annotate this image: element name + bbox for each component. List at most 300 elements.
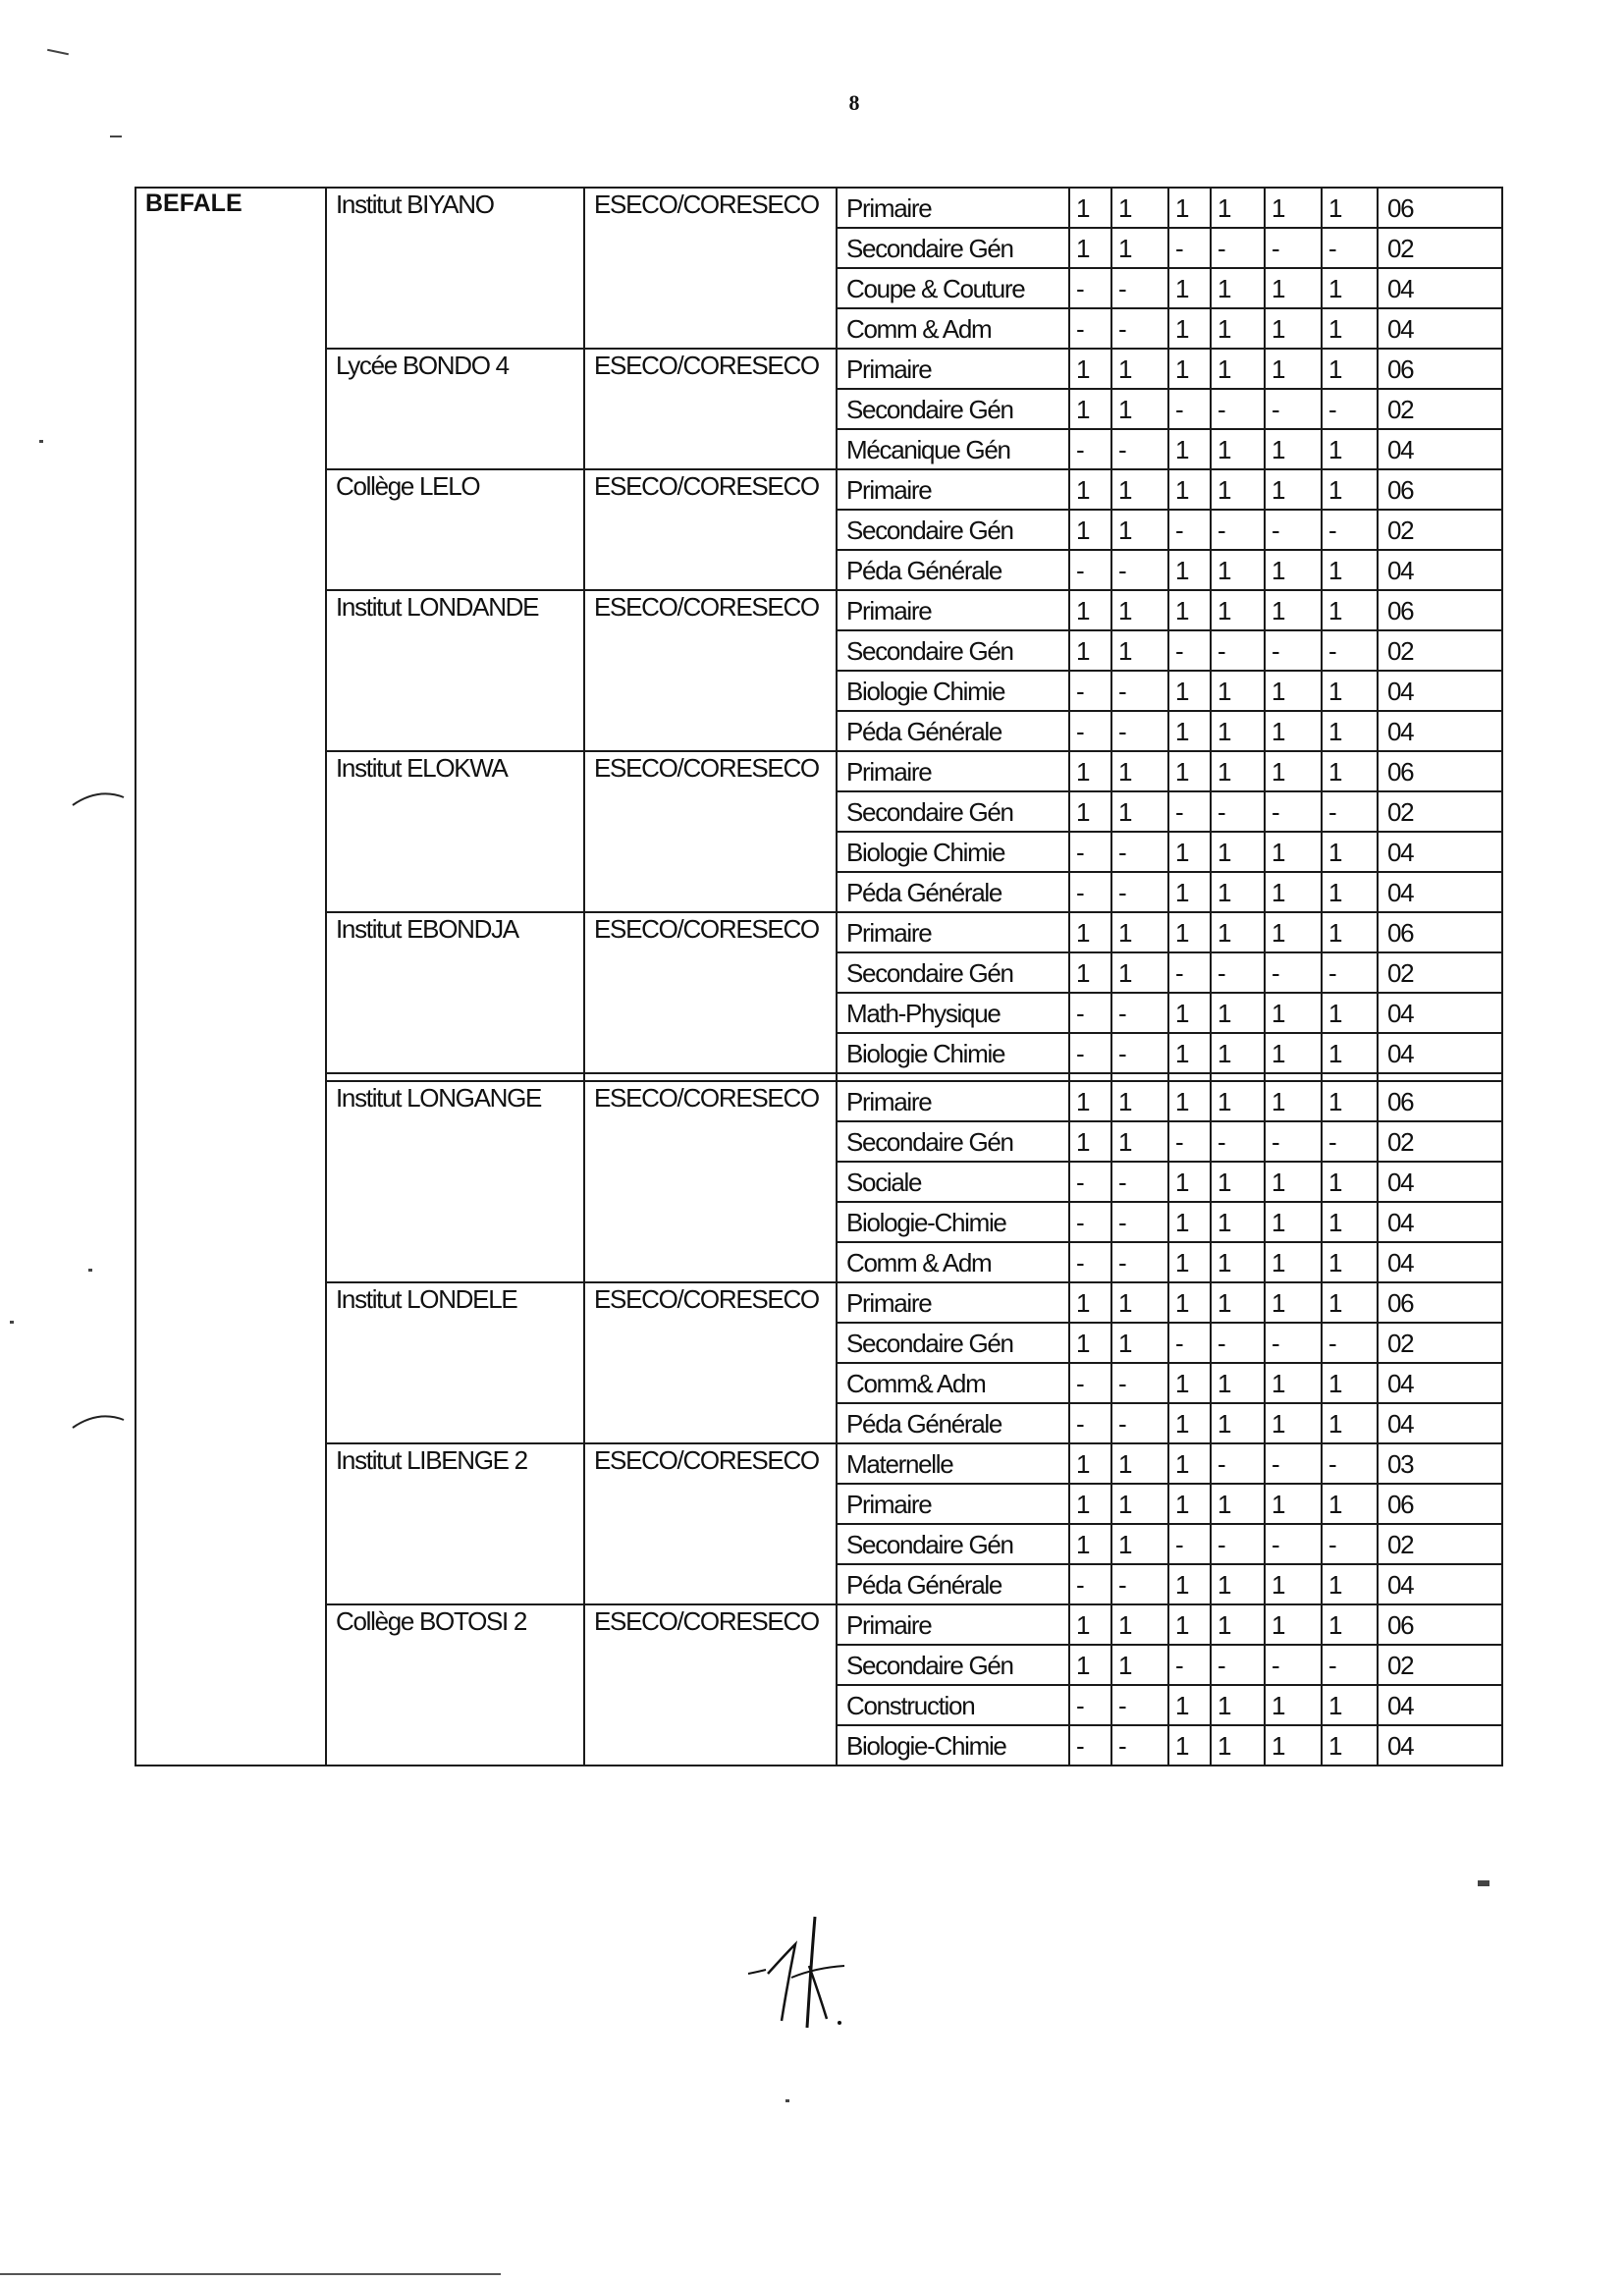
class-count-cell: - <box>1069 268 1111 308</box>
class-count-cell: 1 <box>1168 1162 1211 1202</box>
class-count-cell: - <box>1211 952 1265 993</box>
class-count-cell: - <box>1069 1685 1111 1725</box>
total-cell: 06 <box>1378 912 1502 952</box>
class-count-cell: - <box>1069 308 1111 349</box>
class-count-cell: - <box>1168 228 1211 268</box>
total-cell: 04 <box>1378 872 1502 912</box>
class-count-cell: 1 <box>1211 993 1265 1033</box>
class-count-cell: 1 <box>1168 1564 1211 1604</box>
class-count-cell: 1 <box>1322 1604 1378 1645</box>
class-count-cell: - <box>1069 711 1111 751</box>
total-cell: 02 <box>1378 952 1502 993</box>
option-cell: Secondaire Gén <box>837 630 1069 671</box>
class-count-cell: - <box>1111 711 1168 751</box>
spacer-cell <box>1069 1073 1111 1081</box>
class-count-cell: - <box>1168 1121 1211 1162</box>
class-count-cell: 1 <box>1265 912 1322 952</box>
class-count-cell: 1 <box>1322 1081 1378 1121</box>
class-count-cell: 1 <box>1322 832 1378 872</box>
class-count-cell: 1 <box>1322 429 1378 469</box>
class-count-cell: - <box>1111 1202 1168 1242</box>
scan-mark <box>47 49 69 56</box>
class-count-cell: - <box>1211 510 1265 550</box>
scan-mark <box>88 1269 92 1272</box>
regime-cell: ESECO/CORESECO <box>584 1604 837 1766</box>
total-cell: 02 <box>1378 630 1502 671</box>
total-cell: 04 <box>1378 550 1502 590</box>
total-cell: 02 <box>1378 1121 1502 1162</box>
class-count-cell: - <box>1322 630 1378 671</box>
class-count-cell: - <box>1111 550 1168 590</box>
class-count-cell: 1 <box>1111 952 1168 993</box>
option-cell: Secondaire Gén <box>837 952 1069 993</box>
class-count-cell: - <box>1069 832 1111 872</box>
class-count-cell: 1 <box>1265 1202 1322 1242</box>
scan-mark <box>39 440 43 443</box>
school-name-cell: Institut BIYANO <box>326 188 584 349</box>
class-count-cell: 1 <box>1265 1282 1322 1323</box>
total-cell: 04 <box>1378 268 1502 308</box>
class-count-cell: 1 <box>1168 1685 1211 1725</box>
class-count-cell: 1 <box>1211 671 1265 711</box>
class-count-cell: 1 <box>1211 268 1265 308</box>
class-count-cell: - <box>1168 1524 1211 1564</box>
class-count-cell: - <box>1111 429 1168 469</box>
class-count-cell: 1 <box>1211 590 1265 630</box>
class-count-cell: 1 <box>1111 1524 1168 1564</box>
option-cell: Secondaire Gén <box>837 1645 1069 1685</box>
spacer-cell <box>584 1073 837 1081</box>
class-count-cell: - <box>1211 389 1265 429</box>
class-count-cell: - <box>1211 1524 1265 1564</box>
class-count-cell: 1 <box>1168 268 1211 308</box>
class-count-cell: 1 <box>1265 590 1322 630</box>
class-count-cell: - <box>1069 1202 1111 1242</box>
total-cell: 04 <box>1378 1162 1502 1202</box>
total-cell: 06 <box>1378 751 1502 791</box>
class-count-cell: 1 <box>1211 832 1265 872</box>
class-count-cell: 1 <box>1069 791 1111 832</box>
option-cell: Comm & Adm <box>837 308 1069 349</box>
class-count-cell: - <box>1211 630 1265 671</box>
class-count-cell: 1 <box>1168 308 1211 349</box>
class-count-cell: 1 <box>1265 872 1322 912</box>
class-count-cell: - <box>1322 389 1378 429</box>
table-row <box>135 1081 1502 1121</box>
option-cell: Secondaire Gén <box>837 510 1069 550</box>
class-count-cell: - <box>1069 1162 1111 1202</box>
class-count-cell: - <box>1322 952 1378 993</box>
class-count-cell: 1 <box>1168 1403 1211 1443</box>
regime-cell: ESECO/CORESECO <box>584 751 837 912</box>
class-count-cell: - <box>1322 1121 1378 1162</box>
regime-cell: ESECO/CORESECO <box>584 469 837 590</box>
scan-mark <box>110 136 122 137</box>
total-cell: 04 <box>1378 993 1502 1033</box>
class-count-cell: - <box>1069 429 1111 469</box>
regime-cell: ESECO/CORESECO <box>584 912 837 1073</box>
class-count-cell: - <box>1111 1242 1168 1282</box>
regime-cell: ESECO/CORESECO <box>584 1282 837 1443</box>
option-cell: Maternelle <box>837 1443 1069 1484</box>
class-count-cell: - <box>1211 1323 1265 1363</box>
spacer-cell <box>326 1073 584 1081</box>
class-count-cell: 1 <box>1322 268 1378 308</box>
class-count-cell: 1 <box>1265 469 1322 510</box>
regime-cell: ESECO/CORESECO <box>584 188 837 349</box>
class-count-cell: - <box>1111 1685 1168 1725</box>
class-count-cell: 1 <box>1322 1403 1378 1443</box>
class-count-cell: 1 <box>1069 1282 1111 1323</box>
total-cell: 02 <box>1378 791 1502 832</box>
option-cell: Primaire <box>837 1081 1069 1121</box>
class-count-cell: 1 <box>1168 1242 1211 1282</box>
class-count-cell: 1 <box>1265 711 1322 751</box>
spacer-cell <box>1378 1073 1502 1081</box>
class-count-cell: - <box>1111 1363 1168 1403</box>
class-count-cell: 1 <box>1069 349 1111 389</box>
class-count-cell: 1 <box>1265 1081 1322 1121</box>
class-count-cell: 1 <box>1168 1081 1211 1121</box>
class-count-cell: 1 <box>1211 751 1265 791</box>
option-cell: Primaire <box>837 188 1069 228</box>
scan-mark <box>10 1321 14 1324</box>
class-count-cell: 1 <box>1265 308 1322 349</box>
class-count-cell: 1 <box>1322 671 1378 711</box>
class-count-cell: 1 <box>1069 228 1111 268</box>
class-count-cell: 1 <box>1069 952 1111 993</box>
scan-mark <box>785 2099 789 2102</box>
class-count-cell: 1 <box>1211 1685 1265 1725</box>
class-count-cell: 1 <box>1322 1282 1378 1323</box>
class-count-cell: 1 <box>1322 1162 1378 1202</box>
class-count-cell: 1 <box>1265 832 1322 872</box>
total-cell: 04 <box>1378 1202 1502 1242</box>
row-spacer <box>135 1073 1502 1081</box>
option-cell: Péda Générale <box>837 872 1069 912</box>
option-cell: Primaire <box>837 1604 1069 1645</box>
class-count-cell: 1 <box>1168 188 1211 228</box>
option-cell: Mécanique Gén <box>837 429 1069 469</box>
option-cell: Primaire <box>837 751 1069 791</box>
class-count-cell: 1 <box>1322 1685 1378 1725</box>
class-count-cell: 1 <box>1211 1604 1265 1645</box>
class-count-cell: - <box>1265 1645 1322 1685</box>
class-count-cell: 1 <box>1265 349 1322 389</box>
class-count-cell: - <box>1211 1443 1265 1484</box>
school-name-cell: Collège BOTOSI 2 <box>326 1604 584 1766</box>
class-count-cell: 1 <box>1211 308 1265 349</box>
class-count-cell: 1 <box>1069 1081 1111 1121</box>
class-count-cell: 1 <box>1069 1524 1111 1564</box>
school-name-cell: Institut LONDANDE <box>326 590 584 751</box>
class-count-cell: 1 <box>1111 630 1168 671</box>
class-count-cell: 1 <box>1211 872 1265 912</box>
total-cell: 04 <box>1378 1725 1502 1766</box>
class-count-cell: 1 <box>1168 751 1211 791</box>
class-count-cell: 1 <box>1211 1363 1265 1403</box>
class-count-cell: 1 <box>1265 1242 1322 1282</box>
class-count-cell: 1 <box>1069 630 1111 671</box>
class-count-cell: - <box>1111 1033 1168 1073</box>
table-row <box>135 349 1502 389</box>
class-count-cell: 1 <box>1069 188 1111 228</box>
class-count-cell: 1 <box>1168 590 1211 630</box>
total-cell: 04 <box>1378 1242 1502 1282</box>
class-count-cell: 1 <box>1168 832 1211 872</box>
class-count-cell: 1 <box>1069 912 1111 952</box>
class-count-cell: - <box>1265 630 1322 671</box>
class-count-cell: - <box>1168 1323 1211 1363</box>
class-count-cell: 1 <box>1111 1443 1168 1484</box>
class-count-cell: - <box>1265 1121 1322 1162</box>
option-cell: Primaire <box>837 469 1069 510</box>
option-cell: Sociale <box>837 1162 1069 1202</box>
class-count-cell: 1 <box>1111 349 1168 389</box>
class-count-cell: 1 <box>1069 590 1111 630</box>
option-cell: Construction <box>837 1685 1069 1725</box>
class-count-cell: - <box>1069 993 1111 1033</box>
margin-mark <box>69 784 128 813</box>
class-count-cell: - <box>1322 1323 1378 1363</box>
class-count-cell: - <box>1069 1363 1111 1403</box>
class-count-cell: 1 <box>1069 1443 1111 1484</box>
option-cell: Coupe & Couture <box>837 268 1069 308</box>
class-count-cell: 1 <box>1111 228 1168 268</box>
class-count-cell: - <box>1168 630 1211 671</box>
regime-cell: ESECO/CORESECO <box>584 1081 837 1282</box>
class-count-cell: 1 <box>1168 1484 1211 1524</box>
class-count-cell: 1 <box>1265 1033 1322 1073</box>
class-count-cell: - <box>1111 671 1168 711</box>
class-count-cell: 1 <box>1265 1162 1322 1202</box>
class-count-cell: - <box>1168 791 1211 832</box>
class-count-cell: 1 <box>1211 1484 1265 1524</box>
class-count-cell: 1 <box>1265 1604 1322 1645</box>
option-cell: Secondaire Gén <box>837 791 1069 832</box>
total-cell: 06 <box>1378 1282 1502 1323</box>
class-count-cell: 1 <box>1322 993 1378 1033</box>
class-count-cell: - <box>1322 791 1378 832</box>
class-count-cell: 1 <box>1322 1484 1378 1524</box>
class-count-cell: 1 <box>1069 510 1111 550</box>
class-count-cell: 1 <box>1211 349 1265 389</box>
class-count-cell: - <box>1265 952 1322 993</box>
class-count-cell: - <box>1111 1162 1168 1202</box>
option-cell: Péda Générale <box>837 550 1069 590</box>
class-count-cell: 1 <box>1265 268 1322 308</box>
option-cell: Biologie-Chimie <box>837 1725 1069 1766</box>
option-cell: Primaire <box>837 912 1069 952</box>
class-count-cell: 1 <box>1265 671 1322 711</box>
total-cell: 04 <box>1378 832 1502 872</box>
class-count-cell: 1 <box>1111 1081 1168 1121</box>
class-count-cell: 1 <box>1168 671 1211 711</box>
total-cell: 04 <box>1378 308 1502 349</box>
class-count-cell: 1 <box>1322 550 1378 590</box>
class-count-cell: - <box>1265 791 1322 832</box>
margin-mark <box>69 1406 128 1436</box>
total-cell: 02 <box>1378 1645 1502 1685</box>
class-count-cell: - <box>1265 1524 1322 1564</box>
option-cell: Primaire <box>837 1282 1069 1323</box>
class-count-cell: 1 <box>1111 791 1168 832</box>
school-name-cell: Collège LELO <box>326 469 584 590</box>
option-cell: Primaire <box>837 590 1069 630</box>
class-count-cell: 1 <box>1111 912 1168 952</box>
class-count-cell: 1 <box>1168 993 1211 1033</box>
class-count-cell: 1 <box>1168 550 1211 590</box>
class-count-cell: - <box>1069 1564 1111 1604</box>
class-count-cell: 1 <box>1211 1403 1265 1443</box>
class-count-cell: 1 <box>1168 469 1211 510</box>
class-count-cell: 1 <box>1168 1604 1211 1645</box>
total-cell: 06 <box>1378 1484 1502 1524</box>
total-cell: 06 <box>1378 590 1502 630</box>
class-count-cell: 1 <box>1211 1202 1265 1242</box>
class-count-cell: 1 <box>1111 1604 1168 1645</box>
class-count-cell: - <box>1211 791 1265 832</box>
class-count-cell: 1 <box>1111 590 1168 630</box>
class-count-cell: - <box>1211 228 1265 268</box>
class-count-cell: - <box>1069 872 1111 912</box>
page-number: 8 <box>848 90 860 115</box>
class-count-cell: 1 <box>1069 751 1111 791</box>
spacer-cell <box>1322 1073 1378 1081</box>
class-count-cell: - <box>1069 1403 1111 1443</box>
class-count-cell: 1 <box>1111 1484 1168 1524</box>
class-count-cell: 1 <box>1168 1282 1211 1323</box>
total-cell: 02 <box>1378 228 1502 268</box>
class-count-cell: 1 <box>1322 308 1378 349</box>
table-row <box>135 1604 1502 1645</box>
class-count-cell: 1 <box>1211 1282 1265 1323</box>
page-bottom-rule <box>0 2273 501 2275</box>
class-count-cell: 1 <box>1322 872 1378 912</box>
option-cell: Secondaire Gén <box>837 389 1069 429</box>
district-cell: BEFALE <box>135 188 326 1766</box>
class-count-cell: 1 <box>1168 1033 1211 1073</box>
class-count-cell: 1 <box>1069 389 1111 429</box>
total-cell: 02 <box>1378 1524 1502 1564</box>
class-count-cell: - <box>1111 1564 1168 1604</box>
total-cell: 04 <box>1378 1403 1502 1443</box>
class-count-cell: 1 <box>1322 1202 1378 1242</box>
class-count-cell: 1 <box>1211 1033 1265 1073</box>
class-count-cell: 1 <box>1168 429 1211 469</box>
total-cell: 02 <box>1378 510 1502 550</box>
option-cell: Secondaire Gén <box>837 228 1069 268</box>
class-count-cell: - <box>1111 308 1168 349</box>
option-cell: Comm& Adm <box>837 1363 1069 1403</box>
total-cell: 06 <box>1378 1081 1502 1121</box>
class-count-cell: 1 <box>1265 1484 1322 1524</box>
class-count-cell: 1 <box>1111 1323 1168 1363</box>
regime-cell: ESECO/CORESECO <box>584 349 837 469</box>
spacer-cell <box>837 1073 1069 1081</box>
regime-cell: ESECO/CORESECO <box>584 1443 837 1604</box>
class-count-cell: 1 <box>1168 711 1211 751</box>
class-count-cell: 1 <box>1069 1323 1111 1363</box>
class-count-cell: 1 <box>1069 469 1111 510</box>
class-count-cell: - <box>1322 228 1378 268</box>
class-count-cell: 1 <box>1322 912 1378 952</box>
class-count-cell: 1 <box>1322 1725 1378 1766</box>
option-cell: Biologie Chimie <box>837 832 1069 872</box>
class-count-cell: 1 <box>1265 1725 1322 1766</box>
class-count-cell: 1 <box>1211 469 1265 510</box>
class-count-cell: 1 <box>1211 550 1265 590</box>
table-row <box>135 1282 1502 1323</box>
class-count-cell: - <box>1069 550 1111 590</box>
class-count-cell: 1 <box>1211 1162 1265 1202</box>
class-count-cell: - <box>1322 1443 1378 1484</box>
class-count-cell: 1 <box>1168 349 1211 389</box>
option-cell: Péda Générale <box>837 711 1069 751</box>
class-count-cell: 1 <box>1211 1725 1265 1766</box>
signature-mark <box>746 1915 864 2042</box>
schools-table <box>135 187 1503 1766</box>
option-cell: Comm & Adm <box>837 1242 1069 1282</box>
table-row <box>135 590 1502 630</box>
class-count-cell: - <box>1265 510 1322 550</box>
class-count-cell: 1 <box>1211 1242 1265 1282</box>
option-cell: Péda Générale <box>837 1403 1069 1443</box>
class-count-cell: 1 <box>1111 188 1168 228</box>
total-cell: 06 <box>1378 469 1502 510</box>
class-count-cell: 1 <box>1168 1443 1211 1484</box>
option-cell: Biologie Chimie <box>837 1033 1069 1073</box>
option-cell: Math-Physique <box>837 993 1069 1033</box>
class-count-cell: - <box>1168 952 1211 993</box>
class-count-cell: - <box>1069 671 1111 711</box>
class-count-cell: 1 <box>1168 872 1211 912</box>
table-row <box>135 1443 1502 1484</box>
class-count-cell: 1 <box>1265 1403 1322 1443</box>
class-count-cell: 1 <box>1265 429 1322 469</box>
spacer-cell <box>1168 1073 1211 1081</box>
option-cell: Secondaire Gén <box>837 1323 1069 1363</box>
class-count-cell: 1 <box>1111 469 1168 510</box>
class-count-cell: - <box>1069 1242 1111 1282</box>
total-cell: 04 <box>1378 1033 1502 1073</box>
class-count-cell: 1 <box>1265 550 1322 590</box>
class-count-cell: 1 <box>1211 429 1265 469</box>
class-count-cell: - <box>1168 1645 1211 1685</box>
class-count-cell: - <box>1322 510 1378 550</box>
total-cell: 04 <box>1378 671 1502 711</box>
class-count-cell: - <box>1111 993 1168 1033</box>
class-count-cell: - <box>1111 268 1168 308</box>
total-cell: 04 <box>1378 1564 1502 1604</box>
class-count-cell: 1 <box>1211 912 1265 952</box>
school-name-cell: Institut LIBENGE 2 <box>326 1443 584 1604</box>
class-count-cell: 1 <box>1265 751 1322 791</box>
spacer-cell <box>1211 1073 1265 1081</box>
class-count-cell: - <box>1211 1645 1265 1685</box>
class-count-cell: 1 <box>1111 1645 1168 1685</box>
class-count-cell: 1 <box>1168 1725 1211 1766</box>
class-count-cell: 1 <box>1111 389 1168 429</box>
table-row <box>135 751 1502 791</box>
class-count-cell: 1 <box>1168 1363 1211 1403</box>
class-count-cell: - <box>1069 1033 1111 1073</box>
class-count-cell: 1 <box>1322 1033 1378 1073</box>
class-count-cell: 1 <box>1265 188 1322 228</box>
class-count-cell: - <box>1168 389 1211 429</box>
option-cell: Biologie Chimie <box>837 671 1069 711</box>
class-count-cell: - <box>1265 389 1322 429</box>
